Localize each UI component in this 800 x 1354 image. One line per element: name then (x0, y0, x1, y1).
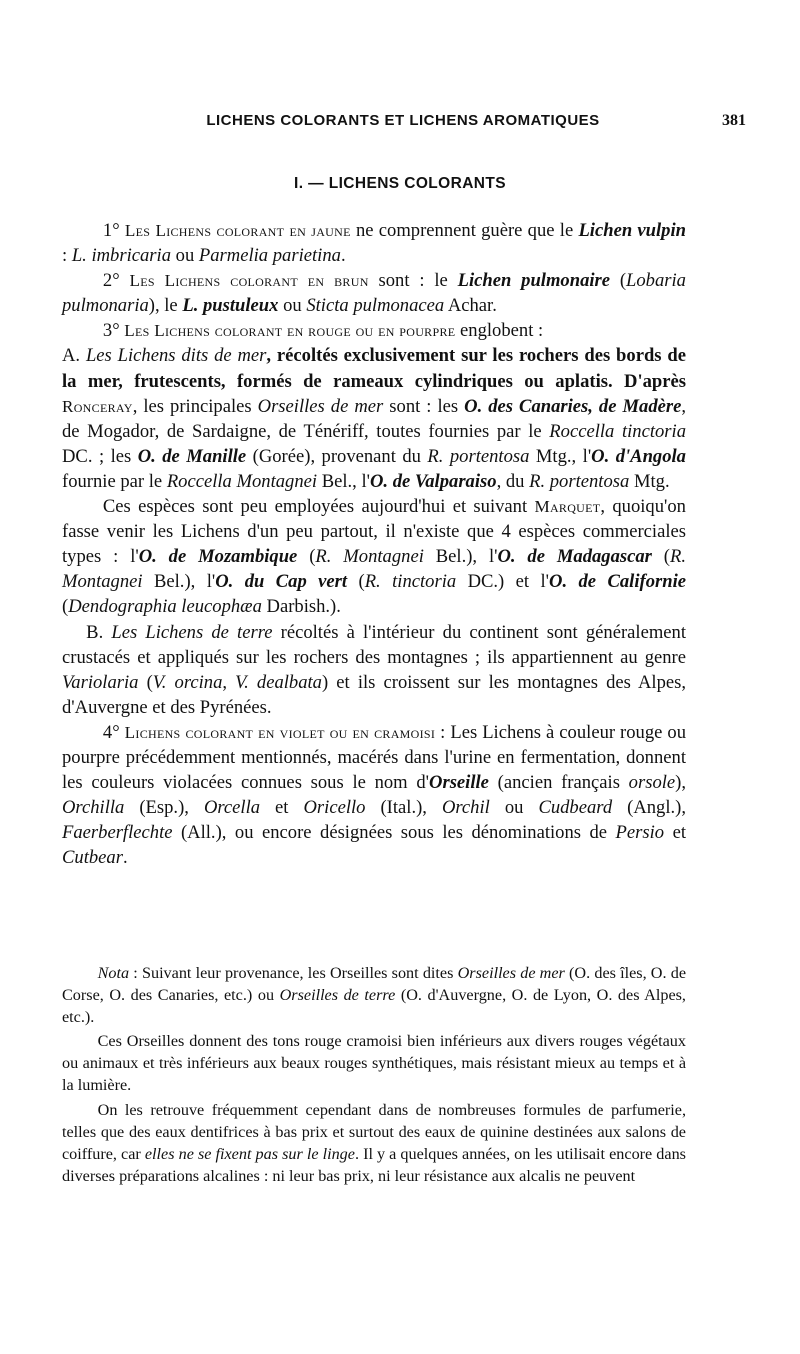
paragraph-yellow-lichens: 1° Les Lichens colorant en jaune ne comprennent guère que le Lichen vulpin : L. imbricaria ou Parmelia parietina. (62, 220, 686, 267)
note-paragraph-provenance: Nota : Suivant leur provenance, les Orseilles sont dites Orseilles de mer (O. des îles, O. de Corse, O. des Canaries, etc.) ou Orseilles de terre (O. d'Auvergne, O. de Lyon, O. des Alpes, etc.). (62, 964, 687, 1027)
note-paragraph-tones: Ces Orseilles donnent des tons rouge cramoisi bien inférieurs aux divers rouges végétaux ou animaux et très inférieurs aux beaux rouges synthétiques, mais résistant mieux au temps et à la lumière. (62, 1032, 686, 1095)
paragraph-violet-lichens: 4° Lichens colorant en violet ou en cramoisi : Les Lichens à couleur rouge ou pourpre précédemment mentionnés, macérés dans l'urine en fermentation, donnent les couleurs violacées connues sous le nom d'Orseille (ancien français orsole), Orchilla (Esp.), Orcella et Oricello (Ital.), Orchil ou Cudbeard (Angl.), Faerberflechte (All.), ou encore désignées sous les dénominations de Persio et Cutbear. (62, 721, 687, 869)
paragraph-commercial-types: Ces espèces sont peu employées aujourd'hui et suivant Marquet, quoiqu'on fasse venir les Lichens d'un peu partout, il n'existe que 4 espèces commerciales types : l'O. de Mozambique (R. Montagnei Bel.), l'O. de Madagascar (R. Montagnei Bel.), l'O. du Cap vert (R. tinctoria DC.) et l'O. de Californie (Dendographia leucophæa Darbish.). (62, 496, 687, 618)
running-head (60, 112, 746, 138)
paragraph-brown-lichens: 2° Les Lichens colorant en brun sont : le Lichen pulmonaire (Lobaria pulmonaria), le L. pustuleux ou Sticta pulmonacea Achar. (62, 270, 686, 317)
paragraph-red-lichens: 3° Les Lichens colorant en rouge ou en pourpre englobent : (102, 320, 544, 342)
page-number: 381 (722, 112, 746, 129)
note-block (62, 962, 686, 1189)
body-text (62, 218, 686, 870)
running-title: LICHENS COLORANTS ET LICHENS AROMATIQUES (206, 112, 600, 129)
note-paragraph-perfumery: On les retrouve fréquemment cependant dans de nombreuses formules de parfumerie, telles que des eaux dentifrices à bas prix et surtout des eaux de quinine destinées aux salons de coiffure, car elles ne se fixent pas sur le linge. Il y a quelques années, on les utilisait encore dans diverses préparations alcalines : ni leur bas prix, ni leur résistance aux alcalis ne peuvent (62, 1100, 686, 1185)
section-heading: I. — LICHENS COLORANTS (293, 175, 507, 192)
paragraph-sea-lichens: A. Les Lichens dits de mer, récoltés exclusivement sur les rochers des bords de la mer, frutescents, formés de rameaux cylindriques ou aplatis. D'après Ronceray, les principales Orseilles de mer sont : les O. des Canaries, de Madère, de Mogador, de Sardaigne, de Ténériff, toutes fournies par le Roccella tinctoria DC. ; les O. de Manille (Gorée), provenant du R. portentosa Mtg., l'O. d'Angola fournie par le Roccella Montagnei Bel., l'O. de Valparaiso, du R. portentosa Mtg. (62, 345, 687, 492)
paragraph-earth-lichens: B. Les Lichens de terre récoltés à l'intérieur du continent sont généralement crustacés et appliqués sur les rochers des montagnes ; ils appartiennent au genre Variolaria (V. orcina, V. dealbata) et ils croissent sur les montagnes des Alpes, d'Auvergne et des Pyrénées. (62, 621, 687, 718)
